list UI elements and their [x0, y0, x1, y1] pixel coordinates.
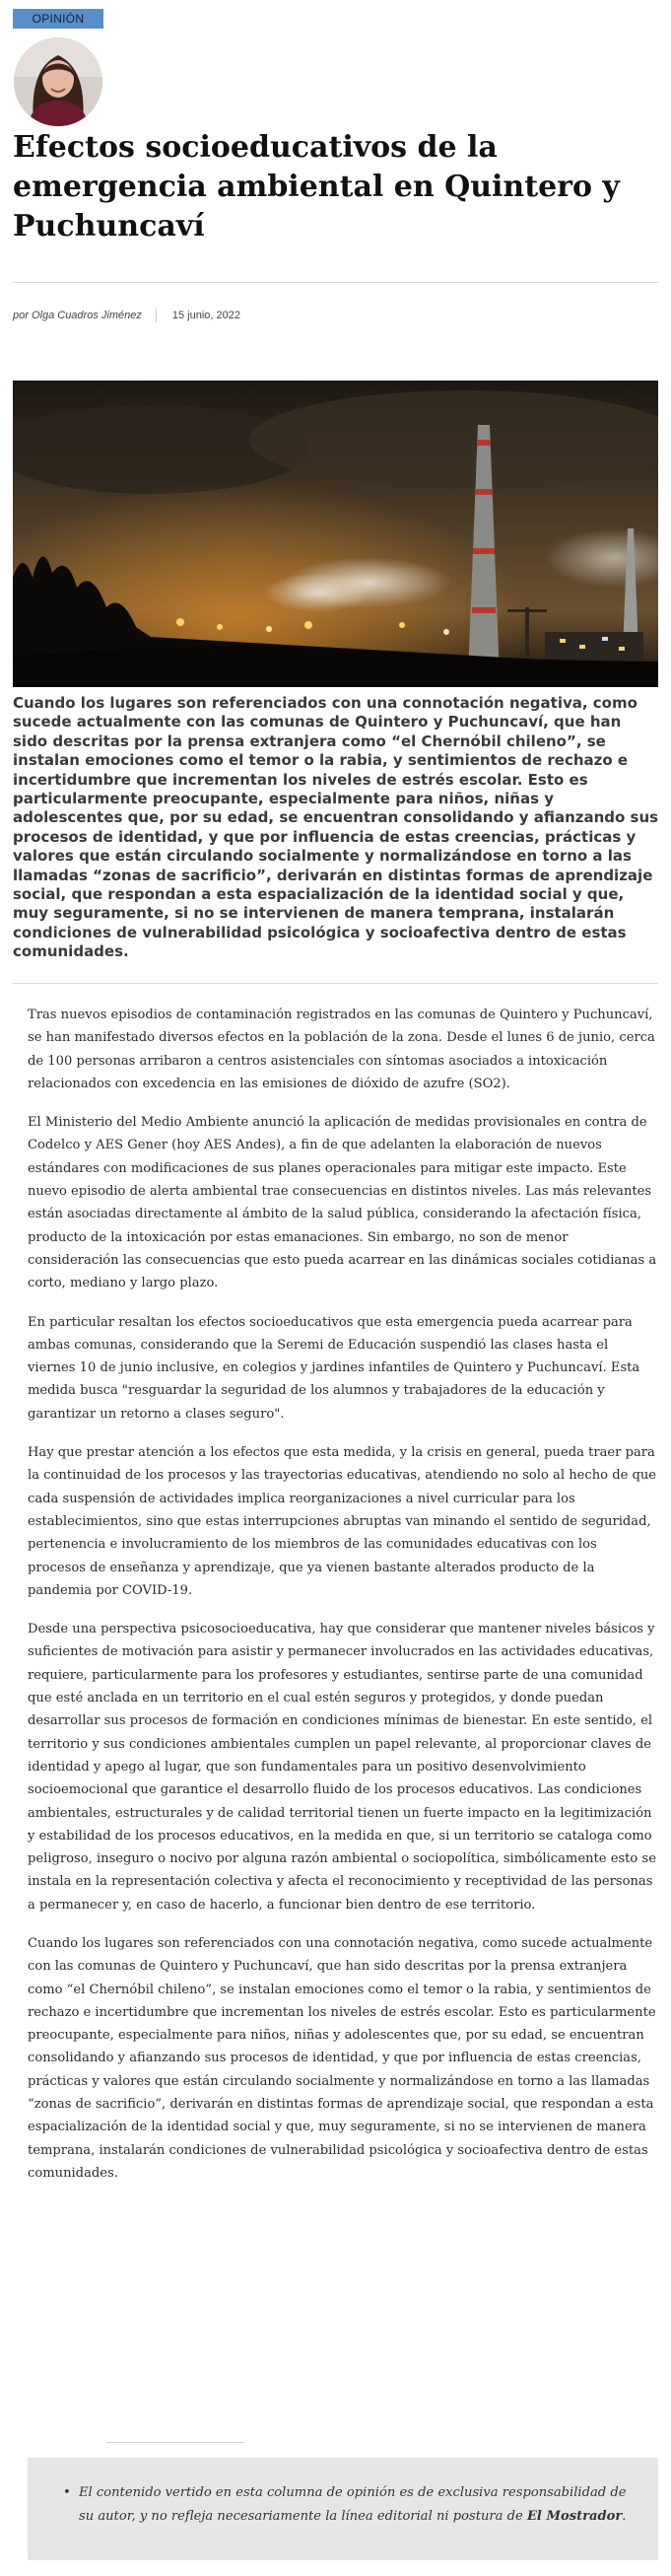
- author-name[interactable]: por Olga Cuadros Jiménez: [13, 310, 142, 321]
- body-paragraph: Cuando los lugares son referenciados con una connotación negativa, como sucede actualmente con las comunas de Quintero y Puchuncaví, que han sido descritas por la prensa extranjera como “el Chernóbil chileno”, se instalan emociones como el temor o la rabia, y sentimientos de rechazo e incertidumbre que incrementan los niveles de estrés escolar. Esto es particularmente preocupante, especialmente para niños, niñas y adolescentes que, por su edad, se encuentran consolidando y afianzando sus procesos de identidad, y que por influencia de estas creencias, prácticas y valores que están circulando socialmente y normalizándose en torno a las llamadas “zonas de sacrificio”, derivarán en distintas formas de aprendizaje social, que respondan a esta espacialización de la identidad social y que, muy seguramente, si no se intervienen de manera temprana, instalarán condiciones de vulnerabilidad psicológica y socioafectiva dentro de estas comunidades.: [28, 1935, 656, 2181]
- body-paragraph: El Ministerio del Medio Ambiente anunció la aplicación de medidas provisionales en contra de Codelco y AES Gener (hoy AES Andes), a fin de que adelanten la elaboración de nuevos estándares con modificaciones de sus planes operacionales para mitigar este impacto. Este nuevo episodio de alerta ambiental trae consecuencias en distintos niveles. Las más relevantes están asociadas directamente al ámbito de la salud pública, considerando la afectación física, producto de la intoxicación por estas emanaciones. Sin embargo, no son de menor consideración las consecuencias que esto pueda acarrear en las dinámicas sociales cotidianas a corto, mediano y largo plazo.: [28, 1115, 657, 1291]
- article-title: Efectos socioeducativos de la emergencia ambiental en Quintero y Puchuncaví: [13, 130, 620, 244]
- author-avatar[interactable]: [14, 37, 102, 126]
- divider: [13, 282, 658, 283]
- divider: [13, 983, 658, 984]
- footer-rule: [106, 2442, 244, 2443]
- byline: [13, 308, 240, 323]
- disclaimer-text: [79, 2481, 629, 2528]
- body-paragraph: En particular resaltan los efectos socioeducativos que esta emergencia pueda acarrear para ambas comunas, considerando que la Seremi de Educación suspendió las clases hasta el viernes 10 de junio inclusive, en colegios y jardines infantiles de Quintero y Puchuncaví. Esta medida busca "resguardar la seguridad de los alumnos y trabajadores de la educación y garantizar un retorno a clases seguro".: [28, 1314, 640, 1422]
- article-body: [28, 1004, 658, 2200]
- author-portrait-image: [14, 37, 102, 126]
- hero-image: [13, 381, 658, 687]
- article-lead: Cuando los lugares son referenciados con una connotación negativa, como sucede actualmente con las comunas de Quintero y Puchuncaví, que han sido descritas por la prensa extranjera como “el Chernóbil chileno”, se instalan emociones como el temor o la rabia, y sentimientos de rechazo e incertidumbre que incrementan los niveles de estrés escolar. Esto es particularmente preocupante, especialmente para niños, niñas y adolescentes que, por su edad, se encuentran consolidando y afianzando sus procesos de identidad, y que por influencia de estas creencias, prácticas y valores que están circulando socialmente y normalizándose en torno a las llamadas “zonas de sacrificio”, derivarán en distintas formas de aprendizaje social, que respondan a esta espacialización de la identidad social y que, muy seguramente, si no se intervienen de manera temprana, instalarán condiciones de vulnerabilidad psicológica y socioafectiva dentro de estas comunidades.: [13, 694, 659, 961]
- disclaimer-box: [28, 2458, 658, 2560]
- disclaimer-brand: El Mostrador: [526, 2508, 623, 2524]
- byline-separator: [156, 309, 157, 322]
- disclaimer-bullet: •: [63, 2485, 71, 2500]
- body-paragraph: Hay que prestar atención a los efectos que esta medida, y la crisis en general, pueda traer para la continuidad de los procesos y las trayectorias educativas, atendiendo no solo al hecho de que cada suspensión de actividades implica reorganizaciones a nivel curricular para los establecimientos, sino que estas interrupciones abruptas van minando el sentido de seguridad, pertenencia e involucramiento de los miembros de las comunidades educativas con los procesos de enseñanza y aprendizaje, que ya vienen bastante alterados producto de la pandemia por COVID-19.: [28, 1445, 657, 1598]
- disclaimer-text-start: El contenido vertido en esta columna de opinión es de exclusiva responsabilidad de su autor, y no refleja necesariamente la línea editorial ni postura de: [79, 2485, 627, 2524]
- disclaimer-text-end: .: [622, 2508, 627, 2524]
- publish-date: 15 junio, 2022: [171, 310, 240, 321]
- body-paragraph: Tras nuevos episodios de contaminación registrados en las comunas de Quintero y Puchuncaví, se han manifestado diversos efectos en la población de la zona. Desde el lunes 6 de junio, cerca de 100 personas arribaron a centros asistenciales con síntomas asociados a intoxicación relacionados con excedencia en las emisiones de dióxido de azufre (SO2).: [28, 1008, 655, 1091]
- industrial-night-photo: [13, 381, 658, 687]
- section-tag-opinion[interactable]: OPINIÓN: [13, 9, 103, 29]
- body-paragraph: Desde una perspectiva psicosocioeducativa, hay que considerar que mantener niveles básicos y suficientes de motivación para asistir y permanecer involucrados en las actividades educativas, requiere, particularmente para los profesores y estudiantes, sentirse parte de una comunidad que esté anclada en un territorio en el cual estén seguros y protegidos, y donde puedan desarrollar sus procesos de formación en condiciones mínimas de bienestar. En este sentido, el territorio y sus condiciones ambientales cumplen un papel relevante, al proporcionar claves de identidad y apego al lugar, que son fundamentales para un positivo desenvolvimiento socioemocional que garantice el desarrollo fluido de los procesos educativos. Las condiciones ambientales, estructurales y de calidad territorial tienen un fuerte impacto en la legitimización y estabilidad de los procesos educativos, en la medida en que, si un territorio se cataloga como peligroso, inseguro o nocivo por alguna razón ambiental o sociopolítica, simbólicamente esto se instala en la representación colectiva y afecta el reconocimiento y receptividad de las personas a permanecer y, en caso de hacerlo, a funcionar bien dentro de ese territorio.: [28, 1622, 656, 1913]
